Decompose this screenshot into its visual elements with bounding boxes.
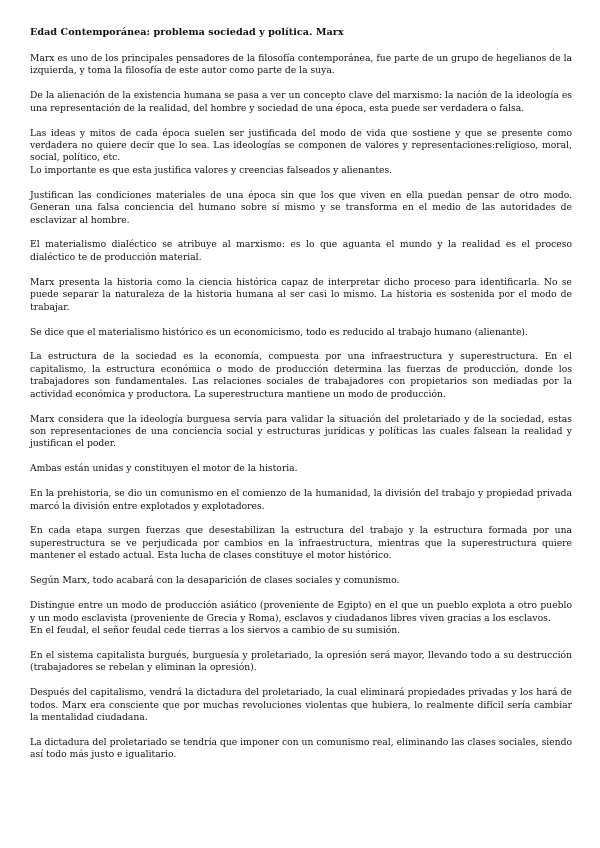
paragraph [30, 128, 572, 178]
paragraph-line: Marx considera que la ideología burguesa servía para validar la situación del proletariado y de la sociedad, estas son representaciones de una conciencia social y estructuras jurídicas y políticas las cuales falsean la realidad y justifican el poder. [30, 413, 572, 450]
paragraph [30, 687, 572, 724]
paragraph [30, 463, 572, 475]
paragraph [30, 525, 572, 562]
document-title: Edad Contemporánea: problema sociedad y política. Marx [30, 27, 344, 38]
paragraph-line: Las ideas y mitos de cada época suelen ser justificada del modo de vida que sostiene y que se presente como verdadera no quiere decir que lo sea. Las ideologías se componen de valores y representaciones:religioso, moral, social, político, etc. [30, 127, 572, 164]
paragraph-line: Según Marx, todo acabará con la desaparición de clases sociales y comunismo. [30, 575, 400, 587]
paragraph [30, 53, 572, 78]
paragraph-line: Marx presenta la historia como la ciencia histórica capaz de interpretar dicho proceso para identificarla. No se puede separar la naturaleza de la historia humana al ser casi lo mismo. La historia es sostenida por el modo de trabajar. [30, 276, 572, 313]
paragraph-line: Después del capitalismo, vendrá la dictadura del proletariado, la cual eliminará propiedades privadas y los hará de todos. Marx era consciente que por muchas revoluciones violentas que hubiera, lo realmente difícil sería cambiar la mentalidad ciudadana. [30, 687, 572, 723]
paragraph [30, 239, 572, 264]
paragraph [30, 190, 572, 227]
paragraph [30, 600, 572, 637]
paragraph [30, 90, 572, 115]
paragraph-line: Ambas están unidas y constituyen el motor de la historia. [30, 463, 298, 475]
paragraph-line: En cada etapa surgen fuerzas que desestabilizan la estructura del trabajo y la estructura formada por una superestructura se ve perjudicada por cambios en la infraestructura, mientras que la superestructura quiere mantener el estado actual. Esta lucha de clases constituye el motor histórico. [30, 525, 572, 562]
paragraph [30, 277, 572, 314]
document-body [30, 53, 572, 762]
paragraph [30, 737, 572, 762]
paragraph-line: En el sistema capitalista burgués, burguesía y proletariado, la opresión será mayor, llevando todo a su destrucción (trabajadores se rebelan y eliminan la opresión). [30, 649, 572, 674]
paragraph-line: De la alienación de la existencia humana se pasa a ver un concepto clave del marxismo: la nación de la ideología es una representación de la realidad, del hombre y sociedad de una época, esta puede ser verdadera o falsa. [30, 90, 572, 114]
paragraph-line: Lo importante es que esta justifica valores y creencias falseados y alienantes. [30, 164, 393, 176]
paragraph-line: La estructura de la sociedad es la economía, compuesta por una infraestructura y superestructura. En el capitalismo, la estructura económica o modo de producción determina las fuerzas de producción, donde los trabajadores son fundamentales. Las relaciones sociales de trabajadores con propietarios son mediadas por la actividad económica y productora. La superestructura mantiene un modo de producción. [30, 351, 572, 400]
paragraph-line: El materialismo dialéctico se atribuye al marxismo: es lo que aguanta el mundo y la realidad es el proceso dialéctico te de producción material. [30, 239, 572, 263]
paragraph-line: Se dice que el materialismo histórico es un economicismo, todo es reducido al trabajo humano (alienante). [30, 326, 528, 338]
paragraph-line: En el feudal, el señor feudal cede tierras a los siervos a cambio de su sumisión. [30, 624, 401, 636]
paragraph-line: Distingue entre un modo de producción asiático (proveniente de Egipto) en el que un pueblo explota a otro pueblo y un modo esclavista (proveniente de Grecia y Roma), esclavos y ciudadanos libres viven gracias a los esclavos. [30, 600, 572, 624]
paragraph [30, 488, 572, 513]
paragraph-line: Marx es uno de los principales pensadores de la filosofía contemporánea, fue parte de un grupo de hegelianos de la izquierda, y toma la filosofía de este autor como parte de la suya. [30, 53, 572, 77]
paragraph-line: En la prehistoria, se dio un comunismo en el comienzo de la humanidad, la división del trabajo y propiedad privada marcó la división entre explotados y explotadores. [30, 488, 572, 512]
paragraph [30, 414, 572, 451]
paragraph [30, 650, 572, 675]
paragraph-line: Justifican las condiciones materiales de una época sin que los que viven en ella puedan pensar de otro modo. Generan una falsa conciencia del humano sobre sí mismo y se transforma en el medio de las autoridades de esclavizar al hombre. [30, 189, 572, 226]
paragraph [30, 351, 572, 401]
paragraph [30, 575, 572, 587]
paragraph [30, 327, 572, 339]
paragraph-line: La dictadura del proletariado se tendría que imponer con un comunismo real, eliminando las clases sociales, siendo así todo más justo e igualitario. [30, 736, 572, 761]
